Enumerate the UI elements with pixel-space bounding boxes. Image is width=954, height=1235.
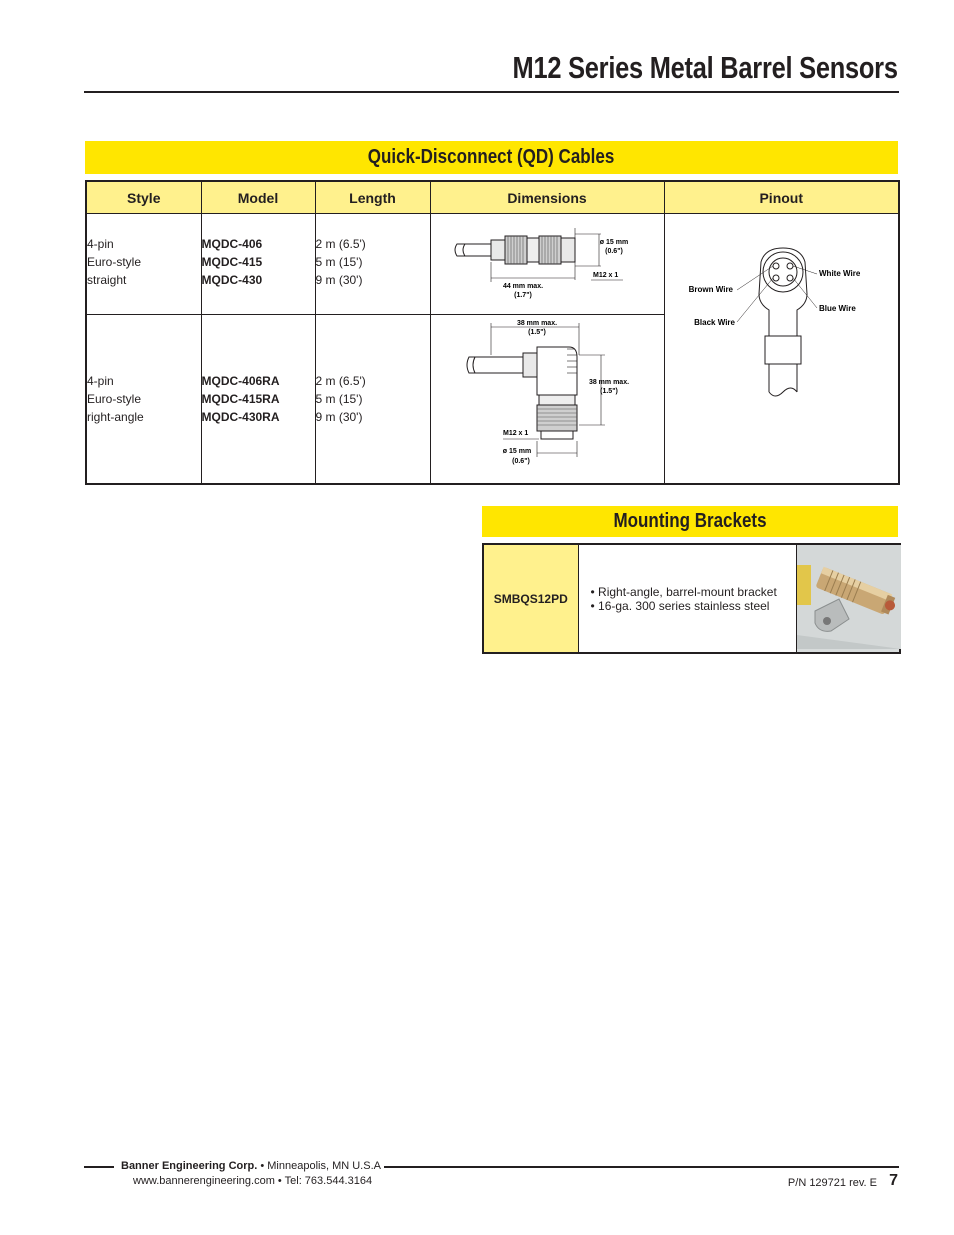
style-line: right-angle bbox=[87, 410, 144, 424]
style-line: 4-pin bbox=[87, 237, 114, 251]
dim-length-in: (1.7") bbox=[513, 292, 532, 299]
pinout-cell bbox=[664, 214, 899, 485]
length-value: 2 m (6.5') bbox=[315, 237, 366, 251]
dim-height-in: (1.5") bbox=[599, 388, 618, 395]
style-line: 4-pin bbox=[87, 374, 114, 388]
style-line: Euro-style bbox=[87, 392, 142, 406]
style-cell bbox=[86, 214, 201, 315]
bracket-features-cell bbox=[578, 544, 796, 653]
length-cell bbox=[315, 315, 430, 485]
mounting-brackets-banner bbox=[482, 506, 898, 537]
dim-width-in: (1.5") bbox=[527, 329, 546, 336]
column-header: Model bbox=[201, 181, 315, 214]
dimensions-cell bbox=[430, 214, 664, 315]
blue-wire-label: Blue Wire bbox=[818, 304, 856, 313]
length-value: 5 m (15') bbox=[315, 392, 363, 406]
pinout-drawing bbox=[665, 214, 900, 472]
footer-rule bbox=[84, 1166, 114, 1168]
model-number: MQDC-415RA bbox=[201, 392, 280, 406]
model-number: MQDC-430RA bbox=[201, 410, 280, 424]
length-value: 2 m (6.5') bbox=[315, 374, 366, 388]
length-cell bbox=[315, 214, 430, 315]
dim-diameter-in: (0.6") bbox=[604, 248, 623, 255]
dim-diameter: ø 15 mm bbox=[599, 239, 628, 246]
model-number: MQDC-406RA bbox=[201, 374, 280, 388]
dim-length: 44 mm max. bbox=[502, 283, 543, 290]
column-header: Dimensions bbox=[430, 181, 664, 214]
dimensions-cell bbox=[430, 315, 664, 485]
black-wire-label: Black Wire bbox=[693, 318, 735, 327]
bracket-photo-cell bbox=[796, 544, 900, 653]
bracket-model-cell bbox=[483, 544, 578, 653]
bracket-model: SMBQS12PD bbox=[493, 591, 568, 606]
length-value: 9 m (30') bbox=[315, 410, 363, 424]
column-header: Length bbox=[315, 181, 430, 214]
length-value: 5 m (15') bbox=[315, 255, 363, 269]
table-row bbox=[483, 544, 900, 653]
table-row bbox=[86, 214, 899, 315]
qd-cables-heading: Quick-Disconnect (QD) Cables bbox=[368, 146, 615, 168]
page-title: M12 Series Metal Barrel Sensors bbox=[512, 50, 898, 85]
dim-diameter-in: (0.6") bbox=[511, 458, 530, 465]
company-location: • Minneapolis, MN U.S.A bbox=[257, 1160, 381, 1172]
dim-thread: M12 x 1 bbox=[502, 430, 528, 437]
straight-cable-drawing bbox=[431, 214, 665, 309]
company-name: Banner Engineering Corp. bbox=[121, 1160, 258, 1172]
dim-thread: M12 x 1 bbox=[592, 272, 618, 279]
title-rule bbox=[84, 91, 899, 93]
mounting-brackets-heading: Mounting Brackets bbox=[613, 510, 767, 532]
white-wire-label: White Wire bbox=[818, 269, 860, 278]
footer-contact: www.bannerengineering.com • Tel: 763.544.3164 bbox=[133, 1175, 373, 1187]
qd-cables-banner bbox=[85, 141, 898, 174]
footer-company bbox=[121, 1160, 381, 1172]
dim-diameter: ø 15 mm bbox=[502, 448, 531, 455]
model-number: MQDC-430 bbox=[201, 273, 263, 287]
mounting-brackets-table bbox=[482, 543, 901, 654]
bracket-feature: • 16-ga. 300 series stainless steel bbox=[590, 598, 770, 613]
model-cell bbox=[201, 315, 315, 485]
column-header: Pinout bbox=[664, 181, 899, 214]
style-cell bbox=[86, 315, 201, 485]
dim-height: 38 mm max. bbox=[588, 379, 629, 386]
model-cell bbox=[201, 214, 315, 315]
style-line: Euro-style bbox=[87, 255, 142, 269]
right-angle-cable-drawing bbox=[431, 315, 665, 478]
length-value: 9 m (30') bbox=[315, 273, 363, 287]
model-number: MQDC-415 bbox=[201, 255, 263, 269]
bracket-photo bbox=[797, 545, 901, 649]
column-header: Style bbox=[86, 181, 201, 214]
page-number: 7 bbox=[889, 1172, 898, 1189]
qd-cables-table bbox=[85, 180, 900, 485]
part-number: P/N 129721 rev. E bbox=[787, 1177, 877, 1189]
table-header-row bbox=[86, 181, 899, 214]
dim-width: 38 mm max. bbox=[516, 320, 557, 327]
bracket-feature: • Right-angle, barrel-mount bracket bbox=[590, 584, 777, 599]
brown-wire-label: Brown Wire bbox=[688, 285, 733, 294]
model-number: MQDC-406 bbox=[201, 237, 263, 251]
style-line: straight bbox=[87, 273, 127, 287]
footer-rule bbox=[384, 1166, 899, 1168]
